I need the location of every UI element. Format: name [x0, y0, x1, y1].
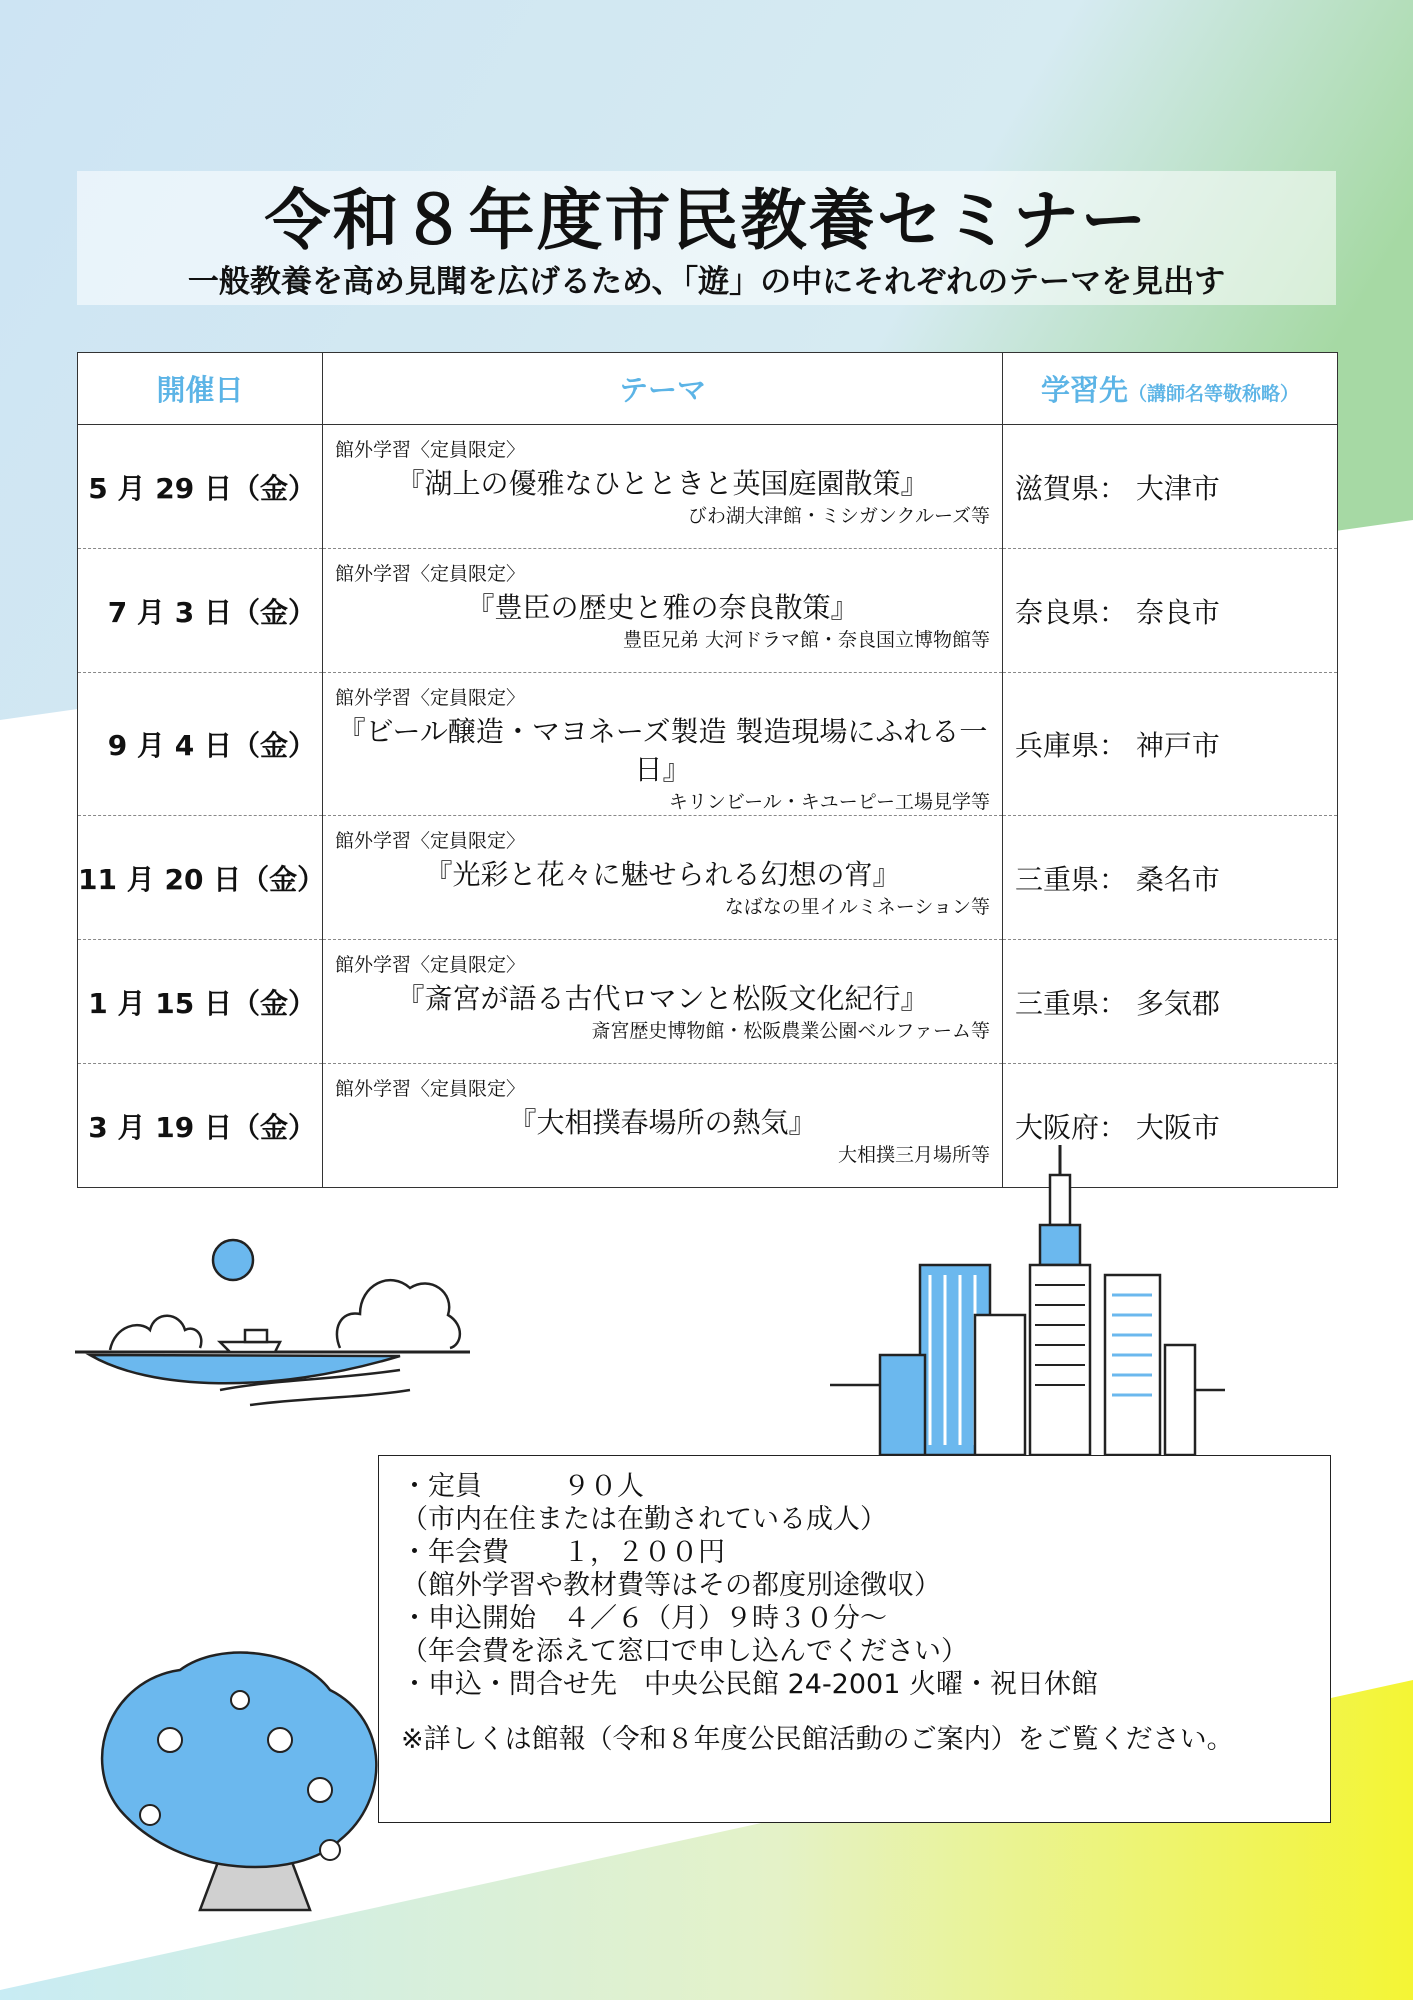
row-place: 三重県： 多気郡 — [1003, 940, 1338, 1064]
info-line: （年会費を添えて窓口で申し込んでください） — [401, 1636, 968, 1667]
city-illustration — [830, 1145, 1230, 1455]
row-theme: 『湖上の優雅なひとときと英国庭園散策』 — [396, 467, 929, 500]
row-theme-cell — [323, 549, 1003, 673]
header-theme: テーマ — [323, 353, 1003, 425]
row-theme-cell — [323, 816, 1003, 940]
table-header-row — [78, 353, 1338, 425]
header-place-note: （講師名等敬称略） — [1128, 383, 1300, 405]
info-line: （館外学習や教材費等はその都度別途徴収） — [401, 1570, 941, 1601]
row-label: 館外学習〈定員限定〉 — [335, 830, 526, 852]
info-line: （市内在住または在勤されている成人） — [401, 1504, 887, 1535]
row-place: 大阪府： 大阪市 — [1003, 1064, 1338, 1188]
row-note: 豊臣兄弟 大河ドラマ館・奈良国立博物館等 — [622, 629, 990, 651]
row-theme: 『ビール醸造・マヨネーズ製造 製造現場にふれる一日』 — [337, 715, 988, 786]
table-row — [78, 673, 1338, 816]
info-lines — [401, 1470, 1330, 1701]
lake-illustration — [70, 1230, 480, 1410]
table-row — [78, 940, 1338, 1064]
row-note: なばなの里イルミネーション等 — [724, 896, 990, 918]
row-place: 兵庫県： 神戸市 — [1003, 673, 1338, 816]
info-line: ・年会費 １，２００円 — [401, 1537, 725, 1568]
info-line: ・申込・問合せ先 中央公民館 24-2001 火曜・祝日休館 — [401, 1669, 1098, 1700]
row-note: 斎宮歴史博物館・松阪農業公園ベルファーム等 — [591, 1020, 990, 1042]
row-note: びわ湖大津館・ミシガンクルーズ等 — [687, 505, 990, 527]
header-date: 開催日 — [78, 353, 323, 425]
row-theme-cell — [323, 673, 1003, 816]
row-theme-cell — [323, 940, 1003, 1064]
row-place: 三重県： 桑名市 — [1003, 816, 1338, 940]
tree-illustration — [80, 1640, 400, 1930]
row-theme: 『斎宮が語る古代ロマンと松阪文化紀行』 — [396, 982, 929, 1015]
table-row — [78, 816, 1338, 940]
row-label: 館外学習〈定員限定〉 — [335, 1078, 526, 1100]
row-place: 滋賀県： 大津市 — [1003, 425, 1338, 549]
row-theme: 『大相撲春場所の熱気』 — [508, 1106, 817, 1139]
page-title: 令和８年度市民教養セミナー — [264, 182, 1149, 259]
info-box — [378, 1455, 1331, 1823]
row-theme: 『光彩と花々に魅せられる幻想の宵』 — [424, 858, 901, 891]
row-date: 3 月 19 日（金） — [78, 1064, 323, 1188]
info-line: ・定員 ９０人 — [401, 1471, 644, 1502]
row-label: 館外学習〈定員限定〉 — [335, 954, 526, 976]
header-place — [1003, 353, 1338, 425]
row-note: キリンビール・キユーピー工場見学等 — [668, 791, 990, 813]
row-theme: 『豊臣の歴史と雅の奈良散策』 — [466, 591, 859, 624]
info-footnote: ※詳しくは館報（令和８年度公民館活動のご案内）をご覧ください。 — [401, 1724, 1234, 1755]
table-row — [78, 549, 1338, 673]
title-box — [77, 171, 1336, 305]
row-date: 9 月 4 日（金） — [78, 673, 323, 816]
row-label: 館外学習〈定員限定〉 — [335, 687, 526, 709]
row-date: 1 月 15 日（金） — [78, 940, 323, 1064]
info-line: ・申込開始 ４／６（月）９時３０分～ — [401, 1603, 887, 1634]
row-label: 館外学習〈定員限定〉 — [335, 563, 526, 585]
schedule-table — [77, 352, 1338, 1188]
row-note: 大相撲三月場所等 — [837, 1144, 990, 1166]
row-date: 5 月 29 日（金） — [78, 425, 323, 549]
row-date: 7 月 3 日（金） — [78, 549, 323, 673]
row-label: 館外学習〈定員限定〉 — [335, 439, 526, 461]
table-row — [78, 425, 1338, 549]
row-theme-cell — [323, 425, 1003, 549]
page-subtitle: 一般教養を高め見聞を広げるため、「遊」の中にそれぞれのテーマを見出す — [187, 264, 1226, 300]
header-place-label: 学習先 — [1040, 373, 1128, 407]
row-place: 奈良県： 奈良市 — [1003, 549, 1338, 673]
row-date: 11 月 20 日（金） — [78, 816, 323, 940]
